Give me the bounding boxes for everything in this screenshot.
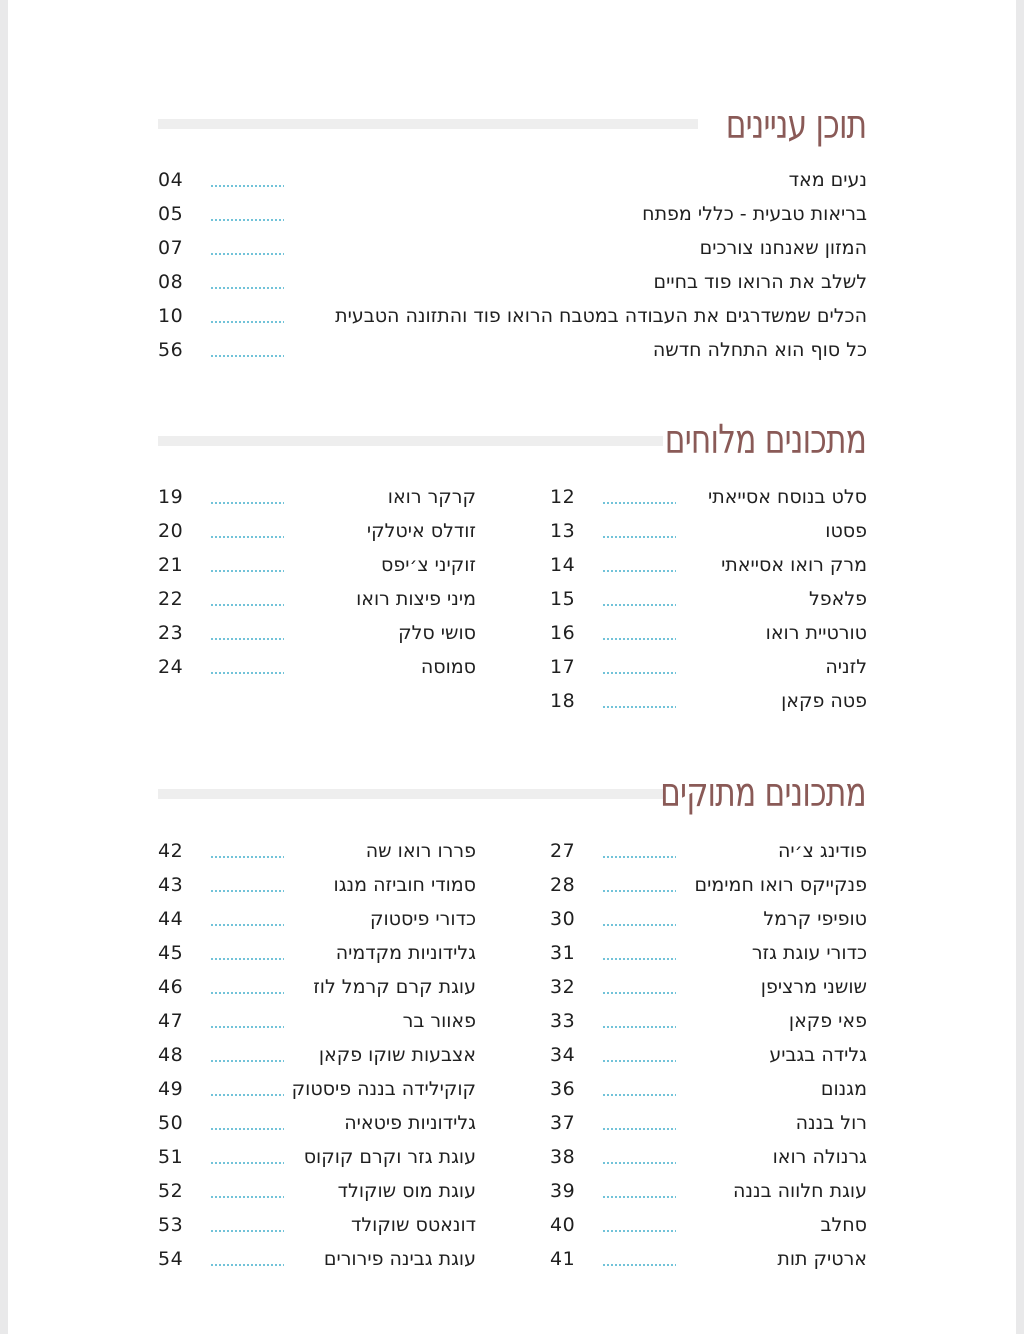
toc-entry[interactable] <box>158 582 476 616</box>
toc-entry[interactable] <box>550 834 867 868</box>
page <box>8 0 1016 1334</box>
toc-entry[interactable] <box>550 1208 867 1242</box>
toc-page-number: 28 <box>550 874 576 896</box>
dot-leader <box>602 1230 676 1232</box>
toc-entry-title: סמוסה <box>420 656 476 678</box>
dot-leader <box>210 992 284 994</box>
dot-leader <box>210 1128 284 1130</box>
toc-page-number: 51 <box>158 1146 184 1168</box>
toc-entry[interactable] <box>158 548 476 582</box>
toc-entry[interactable] <box>158 1208 476 1242</box>
toc-entry-title: כדורי פיסטוק <box>369 908 476 930</box>
dot-leader <box>210 321 284 323</box>
toc-entry[interactable] <box>550 1072 867 1106</box>
toc-entry-title: פאוור בר <box>402 1010 476 1032</box>
toc-entry-title: זודלס איטלקי <box>366 520 476 542</box>
toc-entry[interactable] <box>158 1140 476 1174</box>
toc-entry-title: ארטיק תות <box>777 1248 867 1270</box>
toc-entry[interactable] <box>158 1072 476 1106</box>
toc-entry[interactable] <box>158 163 867 197</box>
dot-leader <box>602 1162 676 1164</box>
toc-page-number: 08 <box>158 271 184 293</box>
toc-entry[interactable] <box>550 548 867 582</box>
toc-page-number: 46 <box>158 976 184 998</box>
dot-leader <box>210 502 284 504</box>
dot-leader <box>210 958 284 960</box>
toc-page-number: 18 <box>550 690 576 712</box>
dot-leader <box>602 924 676 926</box>
toc-page-number: 37 <box>550 1112 576 1134</box>
toc-page-number: 31 <box>550 942 576 964</box>
toc-entry-title: פאי פקאן <box>788 1010 867 1032</box>
toc-entry[interactable] <box>550 936 867 970</box>
dot-leader <box>602 706 676 708</box>
toc-page-number: 47 <box>158 1010 184 1032</box>
dot-leader <box>602 1264 676 1266</box>
toc-entry[interactable] <box>550 902 867 936</box>
dot-leader <box>602 1026 676 1028</box>
toc-page-number: 39 <box>550 1180 576 1202</box>
toc-page-number: 14 <box>550 554 576 576</box>
toc-page-number: 36 <box>550 1078 576 1100</box>
toc-page-number: 56 <box>158 339 184 361</box>
toc-entry-title: סלט בנוסח אסייאתי <box>707 486 867 508</box>
dot-leader <box>210 672 284 674</box>
toc-entry-title: עוגת גזר וקרם קוקוס <box>303 1146 476 1168</box>
toc-entry[interactable] <box>158 514 476 548</box>
toc-entry-title: קרקר רואו <box>387 486 476 508</box>
toc-page-number: 27 <box>550 840 576 862</box>
section-divider-bar <box>158 789 663 799</box>
section-header-sweet <box>8 768 1016 828</box>
section-divider-bar <box>158 119 698 129</box>
toc-entry[interactable] <box>550 684 867 718</box>
toc-page-number: 21 <box>158 554 184 576</box>
toc-entry-title: מגנום <box>820 1078 867 1100</box>
dot-leader <box>602 1060 676 1062</box>
toc-entry-title: פררו רואו שה <box>365 840 476 862</box>
toc-entry-title: גלידוניות מקדמיה <box>335 942 476 964</box>
toc-entry[interactable] <box>158 299 867 333</box>
toc-entry-title: נעים מאד <box>788 169 867 191</box>
dot-leader <box>210 638 284 640</box>
toc-entry[interactable] <box>158 1242 476 1276</box>
toc-entry-title: טופיפי קרמל <box>763 908 867 930</box>
toc-page-number: 38 <box>550 1146 576 1168</box>
toc-entry-title: שושני מרציפן <box>760 976 867 998</box>
toc-entry[interactable] <box>550 582 867 616</box>
dot-leader <box>210 890 284 892</box>
toc-entry-title: גלידוניות פיטאיה <box>344 1112 476 1134</box>
dot-leader <box>210 1230 284 1232</box>
toc-page-number: 17 <box>550 656 576 678</box>
section-title: מתכונים מלוחים <box>664 417 866 463</box>
dot-leader <box>210 1060 284 1062</box>
toc-entry-title: עוגת חלווה בננה <box>732 1180 867 1202</box>
toc-entry-title: קוקילידה בננה פיסטוק <box>291 1078 476 1100</box>
toc-entry-title: עוגת גבינה פירורים <box>323 1248 476 1270</box>
dot-leader <box>602 638 676 640</box>
toc-page-number: 22 <box>158 588 184 610</box>
toc-page-number: 44 <box>158 908 184 930</box>
toc-entry[interactable] <box>158 480 476 514</box>
toc-page-number: 43 <box>158 874 184 896</box>
dot-leader <box>602 570 676 572</box>
toc-entry[interactable] <box>158 231 867 265</box>
toc-entry[interactable] <box>550 1140 867 1174</box>
dot-leader <box>602 958 676 960</box>
toc-entry-title: כל סוף הוא התחלה חדשה <box>652 339 867 361</box>
toc-entry-title: בריאות טבעית - כללי מפתח <box>642 203 867 225</box>
toc-entry[interactable] <box>550 868 867 902</box>
toc-page-number: 15 <box>550 588 576 610</box>
toc-entry[interactable] <box>158 1174 476 1208</box>
toc-entry-title: מרק רואו אסייאתי <box>721 554 867 576</box>
toc-entry[interactable] <box>158 1106 476 1140</box>
toc-entry-title: אצבעות שוקו פקאן <box>318 1044 476 1066</box>
toc-entry-title: טורטיית רואו <box>765 622 867 644</box>
dot-leader <box>602 604 676 606</box>
toc-entry[interactable] <box>550 970 867 1004</box>
section-title: תוכן עניינים <box>725 102 866 148</box>
toc-page-number: 19 <box>158 486 184 508</box>
toc-entry-title: סחלב <box>820 1214 867 1236</box>
dot-leader <box>210 536 284 538</box>
toc-entry[interactable] <box>158 650 476 684</box>
toc-entry-title: מיני פיצות רואו <box>356 588 476 610</box>
toc-page-number: 13 <box>550 520 576 542</box>
dot-leader <box>602 672 676 674</box>
toc-entry[interactable] <box>158 197 867 231</box>
toc-entry-title: דונאטס שוקולד <box>350 1214 476 1236</box>
dot-leader <box>602 1094 676 1096</box>
dot-leader <box>210 253 284 255</box>
toc-page-number: 30 <box>550 908 576 930</box>
toc-entry-title: הכלים שמשדרגים את העבודה במטבח הרואו פוד והתזונה הטבעית <box>335 305 867 327</box>
toc-entry-title: כדורי עוגת גזר <box>751 942 867 964</box>
toc-entry[interactable] <box>158 265 867 299</box>
toc-entry[interactable] <box>158 616 476 650</box>
dot-leader <box>210 219 284 221</box>
dot-leader <box>210 856 284 858</box>
toc-page-number: 49 <box>158 1078 184 1100</box>
dot-leader <box>602 1196 676 1198</box>
toc-page-number: 10 <box>158 305 184 327</box>
toc-entry[interactable] <box>158 834 476 868</box>
toc-entry-title: גלידה בגביע <box>769 1044 867 1066</box>
toc-entry-title: זוקיני צ׳יפס <box>381 554 476 576</box>
dot-leader <box>210 1264 284 1266</box>
section-title: מתכונים מתוקים <box>660 770 866 816</box>
toc-entry[interactable] <box>158 936 476 970</box>
section-divider-bar <box>158 436 663 446</box>
toc-entry-title: פודינג צ׳יה <box>778 840 867 862</box>
toc-page-number: 23 <box>158 622 184 644</box>
toc-entry[interactable] <box>158 333 867 367</box>
toc-entry[interactable] <box>158 970 476 1004</box>
toc-entry[interactable] <box>550 514 867 548</box>
toc-page-number: 24 <box>158 656 184 678</box>
toc-entry-title: סושי סלק <box>398 622 476 644</box>
toc-entry[interactable] <box>550 1106 867 1140</box>
dot-leader <box>210 604 284 606</box>
toc-page-number: 50 <box>158 1112 184 1134</box>
toc-entry-title: לשלב את הרואו פוד בחיים <box>653 271 867 293</box>
dot-leader <box>210 1162 284 1164</box>
toc-page-number: 32 <box>550 976 576 998</box>
toc-page-number: 07 <box>158 237 184 259</box>
toc-page-number: 41 <box>550 1248 576 1270</box>
toc-entry-title: עוגת קרם קרמל לוז <box>313 976 476 998</box>
toc-entry-title: פנקייקס רואו חמימים <box>694 874 867 896</box>
toc-page-number: 12 <box>550 486 576 508</box>
toc-entry-title: עוגת מוס שוקולד <box>337 1180 476 1202</box>
toc-page-number: 04 <box>158 169 184 191</box>
toc-entry[interactable] <box>550 1004 867 1038</box>
toc-entry[interactable] <box>550 480 867 514</box>
toc-page-number: 53 <box>158 1214 184 1236</box>
toc-entry-title: פלאפל <box>808 588 867 610</box>
toc-page-number: 34 <box>550 1044 576 1066</box>
dot-leader <box>210 570 284 572</box>
dot-leader <box>210 1026 284 1028</box>
toc-entry[interactable] <box>550 1038 867 1072</box>
toc-entry[interactable] <box>158 902 476 936</box>
toc-entry[interactable] <box>550 650 867 684</box>
toc-entry-title: גרנולה רואו <box>772 1146 867 1168</box>
toc-entry-title: פסטו <box>825 520 867 542</box>
toc-page-number: 48 <box>158 1044 184 1066</box>
dot-leader <box>210 355 284 357</box>
section-header-toc <box>8 100 1016 160</box>
dot-leader <box>602 992 676 994</box>
section-header-savory <box>8 415 1016 475</box>
toc-entry[interactable] <box>158 1038 476 1072</box>
toc-page-number: 16 <box>550 622 576 644</box>
toc-page-number: 05 <box>158 203 184 225</box>
dot-leader <box>210 924 284 926</box>
toc-page-number: 20 <box>158 520 184 542</box>
toc-entry-title: המזון שאנחנו צורכים <box>699 237 867 259</box>
toc-entry[interactable] <box>550 616 867 650</box>
toc-page-number: 54 <box>158 1248 184 1270</box>
toc-page-number: 40 <box>550 1214 576 1236</box>
toc-entry-title: פטה פקאן <box>781 690 867 712</box>
toc-page-number: 45 <box>158 942 184 964</box>
toc-page-number: 52 <box>158 1180 184 1202</box>
dot-leader <box>210 287 284 289</box>
toc-entry-title: רול בננה <box>795 1112 867 1134</box>
toc-entry[interactable] <box>550 1242 867 1276</box>
toc-entry[interactable] <box>158 868 476 902</box>
toc-entry[interactable] <box>158 1004 476 1038</box>
dot-leader <box>602 856 676 858</box>
toc-entry-title: לזניה <box>825 656 867 678</box>
dot-leader <box>210 1094 284 1096</box>
toc-entry[interactable] <box>550 1174 867 1208</box>
toc-page-number: 42 <box>158 840 184 862</box>
toc-entry-title: סמודי חוביזה מנגו <box>333 874 476 896</box>
dot-leader <box>602 502 676 504</box>
dot-leader <box>210 185 284 187</box>
dot-leader <box>602 1128 676 1130</box>
toc-page-number: 33 <box>550 1010 576 1032</box>
dot-leader <box>210 1196 284 1198</box>
dot-leader <box>602 890 676 892</box>
dot-leader <box>602 536 676 538</box>
